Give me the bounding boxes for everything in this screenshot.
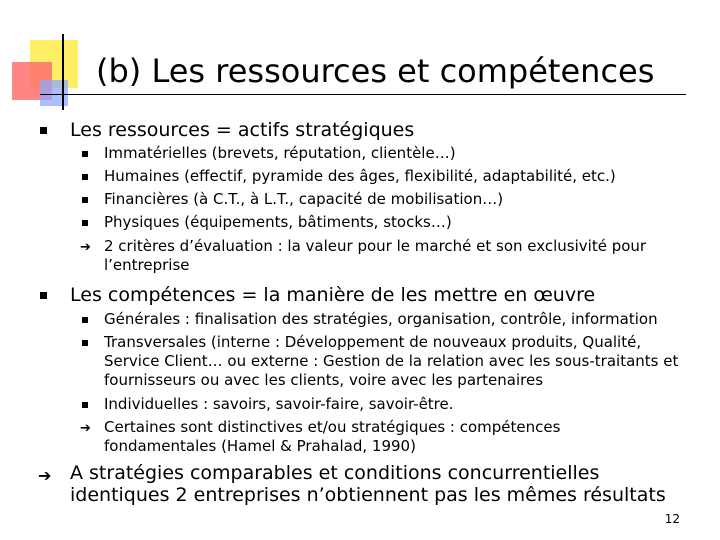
list-item: Certaines sont distinctives et/ou stratégiques : compétences fondamentales (Hamel & Prahalad, 1990) [104, 418, 561, 455]
list-item: Immatérielles (brevets, réputation, clientèle…) [104, 144, 456, 162]
square-bullet-icon [82, 220, 88, 226]
decor-vertical-line [62, 34, 64, 110]
list-item: Physiques (équipements, bâtiments, stocks…) [104, 213, 452, 231]
title-underline [40, 94, 686, 95]
arrow-right-icon: ➔ [80, 421, 91, 436]
page-number: 12 [664, 512, 680, 526]
square-bullet-icon [40, 292, 47, 299]
square-bullet-icon [82, 317, 88, 323]
list-item: Individuelles : savoirs, savoir-faire, savoir-être. [104, 395, 454, 413]
section-label: Les compétences = la manière de les mettre en œuvre [70, 284, 596, 306]
list-item: Transversales (interne : Développement de nouveaux produits, Qualité, Service Client… ou externe : Gestion de la relation avec les sous-traitants et fournisseurs ou avec les clients, voire avec les partenaires [104, 333, 679, 389]
square-bullet-icon [82, 197, 88, 203]
square-bullet-icon [82, 151, 88, 157]
square-bullet-icon [40, 127, 47, 134]
square-bullet-icon [82, 340, 88, 346]
square-bullet-icon [82, 174, 88, 180]
arrow-right-icon: ➔ [38, 466, 52, 485]
list-item: 2 critères d’évaluation : la valeur pour le marché et son exclusivité pour l’entreprise [104, 237, 647, 274]
list-item: Générales : finalisation des stratégies, organisation, contrôle, information [104, 310, 658, 328]
section-label: Les ressources = actifs stratégiques [70, 119, 415, 141]
conclusion-text: A stratégies comparables et conditions concurrentielles identiques 2 entreprises n’obtiennent pas les mêmes résultats [70, 462, 666, 506]
list-item: Humaines (effectif, pyramide des âges, flexibilité, adaptabilité, etc.) [104, 167, 616, 185]
slide-title: (b) Les ressources et compétences [96, 52, 655, 90]
list-item: Financières (à C.T., à L.T., capacité de mobilisation…) [104, 190, 504, 208]
square-bullet-icon [82, 402, 88, 408]
arrow-right-icon: ➔ [80, 240, 91, 255]
